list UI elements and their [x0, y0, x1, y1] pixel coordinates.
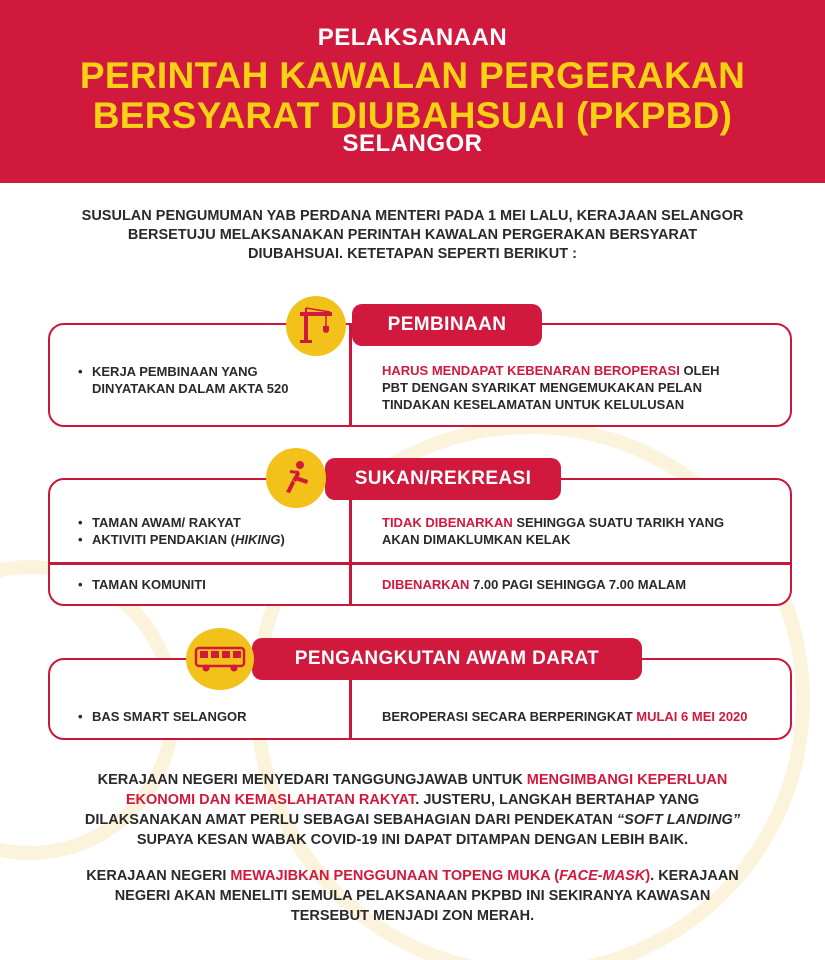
- pengangkutan-item: BAS SMART SELANGOR: [92, 709, 247, 724]
- sukan-left-cell-2: • TAMAN KOMUNITI: [78, 577, 206, 592]
- row-divider: [50, 562, 790, 565]
- crane-icon: [286, 296, 346, 356]
- closing-highlight: ): [645, 868, 651, 884]
- sukan-left-cell-1: • TAMAN AWAM/ RAKYAT • AKTIVITI PENDAKIAN (HIKING): [78, 515, 285, 547]
- sukan-item-text: HIKING: [235, 532, 281, 547]
- closing-text: . KERAJAAN: [650, 868, 739, 884]
- pembinaan-left-cell: • KERJA PEMBINAAN YANG DINYATAKAN DALAM AKTA 520: [78, 363, 338, 397]
- closing-paragraph-2: [30, 866, 795, 926]
- sukan-right-cell-2: [382, 576, 782, 593]
- header-banner: [0, 0, 825, 183]
- sukan-status: DIBENARKAN: [382, 577, 470, 592]
- sukan-item: TAMAN AWAM/ RAKYAT: [92, 515, 241, 530]
- column-divider: [349, 325, 352, 425]
- pengangkutan-date: MULAI 6 MEI 2020: [636, 709, 748, 724]
- pembinaan-status: HARUS MENDAPAT KEBENARAN BEROPERASI: [382, 363, 680, 378]
- sukan-status: TIDAK DIBENARKAN: [382, 515, 513, 530]
- kick-person-icon: [266, 448, 326, 508]
- pengangkutan-left-cell: • BAS SMART SELANGOR: [78, 709, 247, 724]
- bus-icon: [186, 628, 254, 690]
- page-title: [0, 56, 825, 136]
- closing-text: TERSEBUT MENJADI ZON MERAH.: [290, 908, 535, 924]
- sukan-item: TAMAN KOMUNITI: [92, 577, 206, 592]
- pembinaan-right-text: TINDAKAN KESELAMATAN UNTUK KELULUSAN: [382, 397, 685, 412]
- sukan-right-text: SEHINGGA SUATU TARIKH YANG: [512, 515, 725, 530]
- closing-text: . JUSTERU, LANGKAH BERTAHAP YANG: [415, 792, 700, 808]
- pengangkutan-right-text: BEROPERASI SECARA BERPERINGKAT: [382, 709, 637, 724]
- intro-line: SUSULAN PENGUMUMAN YAB PERDANA MENTERI PADA 1 MEI LALU, KERAJAAN SELANGOR: [81, 208, 744, 224]
- header-subtitle: PELAKSANAAN: [317, 24, 508, 51]
- pembinaan-left-line: DINYATAKAN DALAM AKTA 520: [92, 381, 289, 396]
- title-line-2: BERSYARAT DIUBAHSUAI (PKPBD): [92, 95, 733, 136]
- closing-highlight: EKONOMI DAN KEMASLAHATAN RAKYAT: [125, 792, 416, 808]
- closing-text: NEGERI AKAN MENELITI SEMULA PELAKSANAAN PKPBD INI SEKIRANYA KAWASAN: [114, 888, 711, 904]
- closing-text: KERAJAAN NEGERI: [86, 868, 231, 884]
- sukan-right-text: AKAN DIMAKLUMKAN KELAK: [382, 532, 571, 547]
- pengangkutan-right-cell: [382, 708, 782, 725]
- closing-paragraph-1: [30, 770, 795, 850]
- closing-highlight: MEWAJIBKAN PENGGUNAAN TOPENG MUKA (: [230, 868, 560, 884]
- closing-highlight: FACE-MASK: [559, 868, 646, 884]
- header-state: SELANGOR: [342, 130, 483, 157]
- pengangkutan-title: PENGANGKUTAN AWAM DARAT: [294, 648, 600, 669]
- sukan-banner: [325, 458, 561, 500]
- sukan-item-text: AKTIVITI PENDAKIAN (: [92, 532, 235, 547]
- title-line-1: PERINTAH KAWALAN PERGERAKAN: [79, 55, 746, 96]
- intro-line: DIUBAHSUAI. KETETAPAN SEPERTI BERIKUT :: [248, 246, 577, 262]
- pembinaan-left-line: KERJA PEMBINAAN YANG: [92, 364, 258, 379]
- intro-text: [40, 207, 785, 264]
- pembinaan-banner: [352, 304, 542, 346]
- sukan-item-text: ): [280, 532, 285, 547]
- sukan-item: [92, 531, 285, 548]
- sukan-title: SUKAN/REKREASI: [354, 468, 532, 489]
- pembinaan-right-text: OLEH: [679, 363, 720, 378]
- closing-text: KERAJAAN NEGERI MENYEDARI TANGGUNGJAWAB UNTUK: [97, 772, 527, 788]
- closing-highlight: MENGIMBANGI KEPERLUAN: [526, 772, 728, 788]
- pembinaan-right-text: PBT DENGAN SYARIKAT MENGEMUKAKAN PELAN: [382, 380, 702, 395]
- closing-text: DILAKSANAKAN AMAT PERLU SEBAGAI SEBAHAGIAN DARI PENDEKATAN: [84, 812, 617, 828]
- pengangkutan-banner: [252, 638, 642, 680]
- pembinaan-right-cell: [382, 362, 782, 413]
- sukan-right-text: 7.00 PAGI SEHINGGA 7.00 MALAM: [469, 577, 687, 592]
- sukan-right-cell-1: [382, 514, 782, 548]
- pembinaan-title: PEMBINAAN: [387, 314, 507, 335]
- intro-line: BERSETUJU MELAKSANAKAN PERINTAH KAWALAN PERGERAKAN BERSYARAT: [127, 227, 698, 243]
- closing-text: “SOFT LANDING”: [616, 812, 741, 828]
- closing-text: SUPAYA KESAN WABAK COVID-19 INI DAPAT DITAMPAN DENGAN LEBIH BAIK.: [136, 832, 689, 848]
